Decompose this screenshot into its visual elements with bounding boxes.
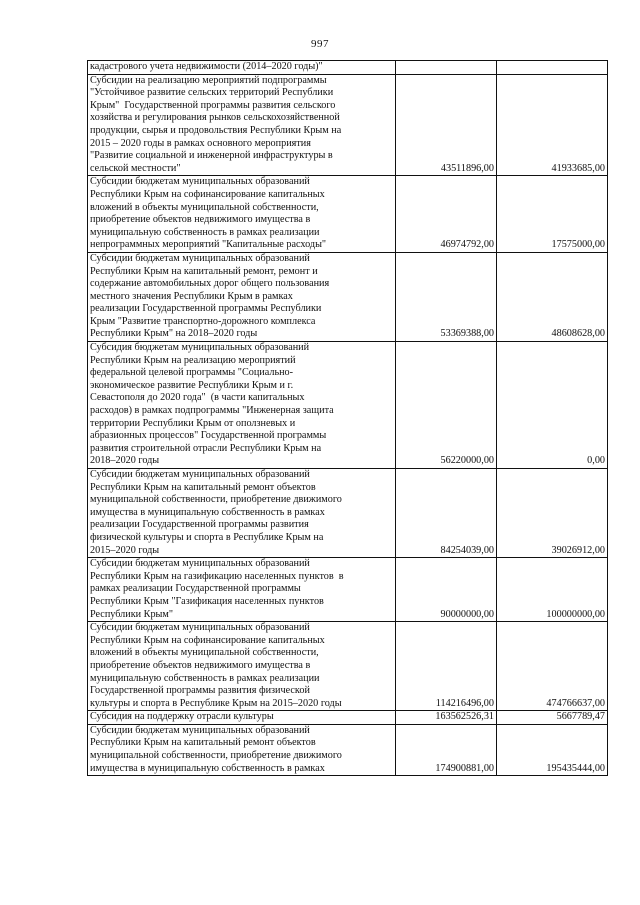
table-row [88,252,608,341]
description-line: непрограммных мероприятий "Капитальные расходы" [90,239,327,251]
description-line: кадастрового учета недвижимости (2014–2020 годы)" [90,61,323,72]
description-line: Республики Крым на капитальный ремонт, ремонт и [90,265,318,277]
table-body [88,61,608,776]
description-line: Субсидии бюджетам муниципальных образований [90,724,310,736]
amount-second-year: 5667789,47 [497,711,608,725]
amount-first-year: 174900881,00 [396,724,497,775]
amount-second-year: 48608628,00 [497,252,608,341]
amount-second-year: 100000000,00 [497,558,608,622]
amount-second-year: 0,00 [497,342,608,469]
description-line: "Устойчивое развитие сельских территорий Республики [90,87,334,99]
row-description [88,711,396,725]
table-row [88,558,608,622]
description-line: приобретение объектов недвижимого имущества в [90,659,311,671]
table-row [88,176,608,253]
description-line: Крым "Развитие транспортно-дорожного комплекса [90,315,316,327]
description-line: рамках реализации Государственной программы [90,583,301,595]
row-description [88,61,396,75]
description-line: Республики Крым на реализацию мероприятий [90,354,296,366]
amount-first-year: 163562526,31 [396,711,497,725]
amount-second-year: 195435444,00 [497,724,608,775]
description-line: Республики Крым на газификацию населенных пунктов в [90,570,344,582]
amount-first-year: 90000000,00 [396,558,497,622]
row-description [88,176,396,253]
description-line: Республики Крым "Газификация населенных пунктов [90,595,324,607]
amount-second-year: 474766637,00 [497,622,608,711]
description-line: развития строительной отрасли Республики Крым на [90,442,322,454]
description-line: муниципальную собственность в рамках реализации [90,672,320,684]
amount-first-year: 56220000,00 [396,342,497,469]
amount-second-year: 39026912,00 [497,469,608,558]
amount-first-year [396,61,497,75]
description-line: культуры и спорта в Республике Крым на 2015–2020 годы [90,697,342,709]
amount-first-year: 43511896,00 [396,74,497,176]
description-line: местного значения Республики Крым в рамках [90,290,293,302]
description-line: экономическое развитие Республики Крым и г. [90,379,294,391]
description-line: Республики Крым на капитальный ремонт объектов [90,737,316,749]
description-line: вложений в объекты муниципальной собственности, [90,647,319,659]
row-description [88,622,396,711]
description-line: содержание автомобильных дорог общего пользования [90,278,330,290]
description-line: Государственной программы развития физической [90,685,310,697]
description-line: приобретение объектов недвижимого имущества в [90,214,311,226]
row-description [88,558,396,622]
description-line: Республики Крым на софинансирование капитальных [90,634,325,646]
description-line: расходов) в рамках подпрограммы "Инженерная защита [90,405,334,417]
description-line: Севастополя до 2020 года" (в части капитальных [90,392,305,404]
row-description [88,252,396,341]
description-line: реализации Государственной программы Республики [90,303,322,315]
description-line: Субсидии бюджетам муниципальных образований [90,176,310,188]
row-description [88,724,396,775]
description-line: "Развитие социальной и инженерной инфраструктуры в [90,150,333,162]
description-line: сельской местности" [90,162,181,174]
description-line: хозяйства и регулирования рынков сельскохозяйственной [90,112,340,124]
amount-first-year: 84254039,00 [396,469,497,558]
description-line: Республики Крым" [90,608,173,620]
description-line: имущества в муниципальную собственность в рамках [90,506,325,518]
amount-second-year [497,61,608,75]
row-description [88,469,396,558]
table-row [88,622,608,711]
description-line: реализации Государственной программы развития [90,519,309,531]
description-line: Субсидии на реализацию мероприятий подпрограммы [90,74,327,86]
table-row [88,61,608,75]
description-line: Республики Крым" на 2018–2020 годы [90,328,258,340]
description-line: Субсидии бюджетам муниципальных образований [90,252,310,264]
description-line: территории Республики Крым от оползневых и [90,417,296,429]
table-row [88,711,608,725]
table-row [88,724,608,775]
table-row [88,74,608,176]
description-line: абразионных процессов" Государственной программы [90,430,327,442]
table-row [88,469,608,558]
description-line: Крым" Государственной программы развития сельского [90,99,336,111]
description-line: муниципальную собственность в рамках реализации [90,226,320,238]
row-description [88,74,396,176]
description-line: 2015 – 2020 годы в рамках основного мероприятия [90,137,311,149]
page-number: 997 [311,38,329,50]
row-description [88,342,396,469]
description-line: Республики Крым на капитальный ремонт объектов [90,481,316,493]
amount-second-year: 41933685,00 [497,74,608,176]
description-line: федеральной целевой программы "Социально- [90,367,294,379]
description-line: Субсидии бюджетам муниципальных образований [90,622,310,634]
description-line: продукции, сырья и продовольствия Республики Крым на [90,124,342,136]
description-line: физической культуры и спорта в Республике Крым на [90,531,324,543]
description-line: 2018–2020 годы [90,455,160,467]
description-line: муниципальной собственности, приобретение движимого [90,494,342,506]
amount-first-year: 46974792,00 [396,176,497,253]
description-line: Субсидии бюджетам муниципальных образований [90,558,310,570]
amount-first-year: 53369388,00 [396,252,497,341]
description-line: Республики Крым на софинансирование капитальных [90,188,325,200]
description-line: 2015–2020 годы [90,544,160,556]
description-line: Субсидии бюджетам муниципальных образований [90,469,310,480]
amount-first-year: 114216496,00 [396,622,497,711]
description-line: вложений в объекты муниципальной собственности, [90,201,319,213]
table-row [88,342,608,469]
budget-table [87,60,608,776]
description-line: имущества в муниципальную собственность в рамках [90,762,325,774]
amount-second-year: 17575000,00 [497,176,608,253]
description-line: Субсидия на поддержку отрасли культуры [90,711,274,723]
description-line: муниципальной собственности, приобретение движимого [90,750,342,762]
description-line: Субсидия бюджетам муниципальных образований [90,342,310,354]
